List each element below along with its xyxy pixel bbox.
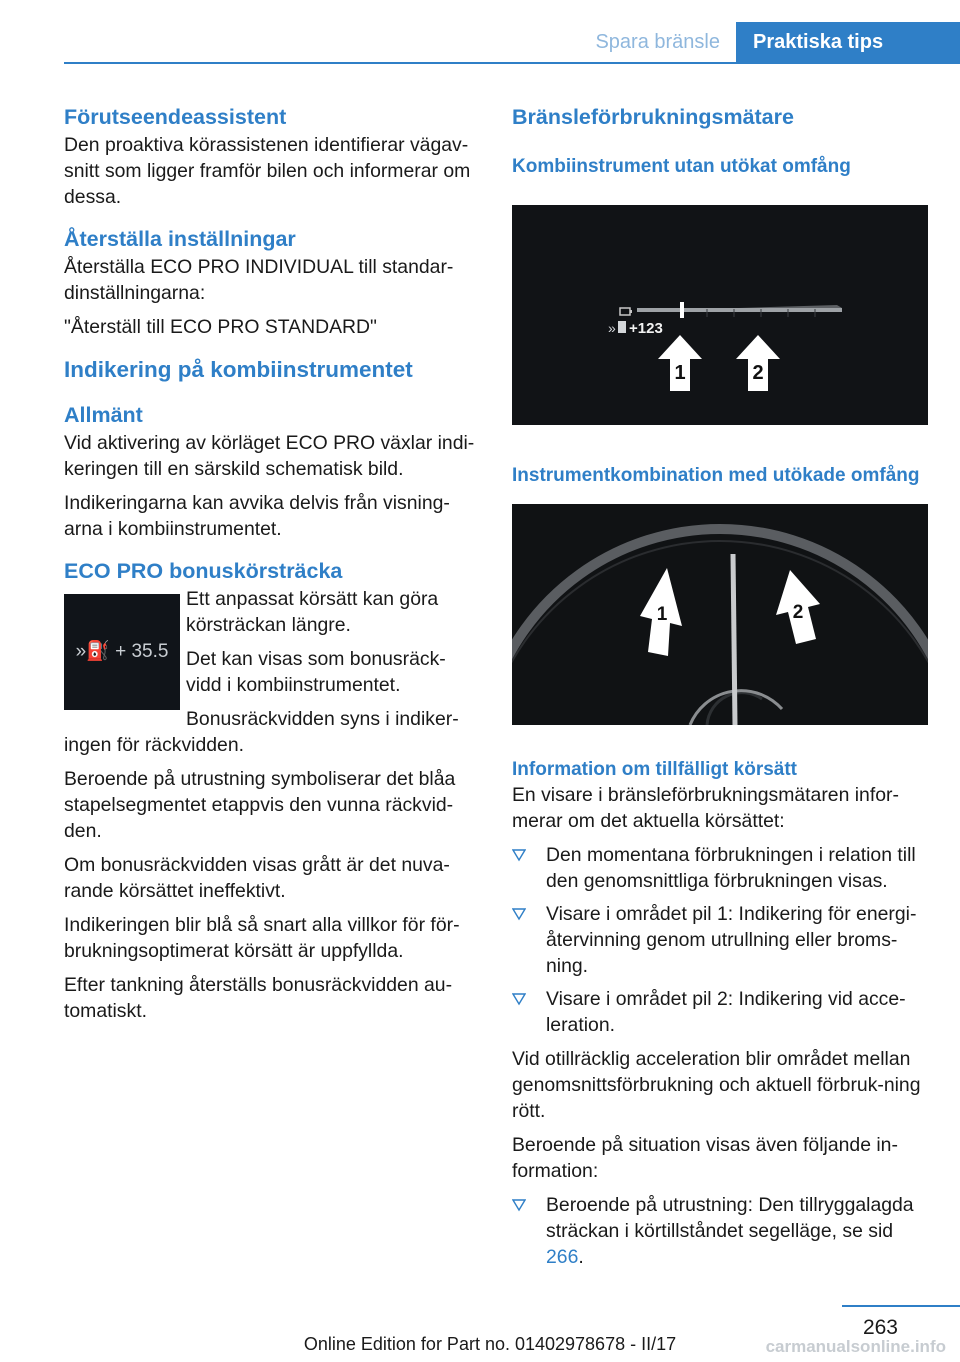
instrument-image-extended [512,504,928,725]
heading-bransleforbrukningsmatare: Bränsleförbrukningsmätare [512,105,794,129]
paragraph-bonus-5: Om bonusräckvidden visas grått är det nuva-rande körsättet ineffektivt. [64,854,450,902]
instrument-image-compact [512,205,928,425]
paragraph-bonus-2: Det kan visas som bonusräck-vidd i kombiinstrumentet. [186,648,446,696]
heading-kombi-utan: Kombiinstrument utan utökat omfång [512,156,851,177]
arrow-1-label-extended: 1 [656,604,668,625]
compact-value-label: +123 [629,320,663,337]
bullet-text: Visare i området pil 2: Indikering vid acce-leration. [546,988,906,1036]
paragraph-beroende: Beroende på situation visas även följande in-formation: [512,1134,898,1182]
paragraph-forutseende: Den proaktiva körassistenen identifierar vägav-snitt som ligger framför bilen och informerar om dessa. [64,134,471,208]
tab-praktiska-tips[interactable]: Praktiska tips [736,22,960,62]
paragraph-aterstalla-2: "Återställ till ECO PRO STANDARD" [64,316,377,338]
right-column [512,102,928,1278]
paragraph-allmant-2: Indikeringarna kan avvika delvis från visning-arna i kombiinstrumentet. [64,492,450,540]
paragraph-bonus-4: Beroende på utrustning symboliserar det blåa stapelsegmentet etappvis den vunna räckvid-den. [64,768,456,842]
watermark: carmanualsonline.info [765,1337,946,1356]
paragraph-bonus-6: Indikeringen blir blå så snart alla villkor för för-brukningsoptimerat körsätt är uppfyllda. [64,914,460,962]
paragraph-allmant-1: Vid aktivering av körläget ECO PRO växlar indi-keringen till en särskild schematisk bild. [64,432,475,480]
paragraph-bonus-7: Efter tankning återställs bonusräckvidden au-tomatiskt. [64,974,453,1022]
heading-allmant: Allmänt [64,403,143,427]
heading-aterstalla: Återställa inställningar [64,227,296,251]
heading-info-korsatt: Information om tillfälligt körsätt [512,759,798,780]
heading-indikering: Indikering på kombiinstrumentet [64,357,413,382]
triangle-bullet-icon [512,992,526,1006]
heading-kombi-med: Instrumentkombination med utökade omfång [512,465,920,486]
paragraph-bonus-1: Ett anpassat körsätt kan göra körsträckan längre. [186,588,439,636]
bullet-end: . [578,1246,584,1268]
list-item [512,842,928,894]
header-tabs [0,22,960,62]
header-rule [64,62,960,64]
svg-text:»: » [608,320,616,336]
triangle-bullet-icon [512,848,526,862]
page-number: 263 [862,1316,898,1339]
triangle-bullet-icon [512,907,526,921]
compact-gauge-graphic [512,205,928,425]
arrow-1-label: 1 [674,362,686,384]
bonus-range-image [64,594,180,710]
triangle-bullet-icon [512,1198,526,1212]
paragraph-info: En visare i bränsleförbrukningsmätaren infor-merar om det aktuella körsättet: [512,784,899,832]
bullet-text: Beroende på utrustning: Den tillryggalagda sträckan i körtillståndet segelläge, se sid [546,1194,914,1242]
arrow-2-label-extended: 2 [792,602,804,623]
heading-forutseendeassistent: Förutseendeassistent [64,105,287,129]
tab-spara-bransle[interactable]: Spara bränsle [595,31,720,53]
page-link-266[interactable]: 266 [546,1246,579,1268]
bullet-text: Den momentana förbrukningen i relation till den genomsnittliga förbrukningen visas. [546,844,916,892]
arrow-2-label: 2 [752,362,764,384]
bullet-text: Visare i området pil 1: Indikering för energi-återvinning genom utrullning eller broms-ning. [546,903,917,977]
bonus-range-value: »⛽ + 35.5 [75,641,169,662]
bullet-list-1 [512,842,928,1038]
list-item [512,901,928,979]
left-column [64,102,480,1032]
footer-edition: Online Edition for Part no. 01402978678 - II/17 [303,1334,677,1354]
bullet-list-2 [512,1192,928,1270]
extended-gauge-graphic [512,504,928,725]
list-item [512,1192,928,1270]
heading-eco-pro-bonus: ECO PRO bonuskörsträcka [64,559,343,583]
list-item [512,986,928,1038]
footer-rule [842,1305,960,1307]
paragraph-aterstalla-1: Återställa ECO PRO INDIVIDUAL till standar-dinställningarna: [64,256,454,304]
paragraph-bonus-3: Bonusräckvidden syns i indiker-ingen för räckvidden. [64,708,459,756]
paragraph-otillracklig: Vid otillräcklig acceleration blir området mellan genomsnittsförbrukning och aktuell förbruk-ning rött. [512,1048,921,1122]
